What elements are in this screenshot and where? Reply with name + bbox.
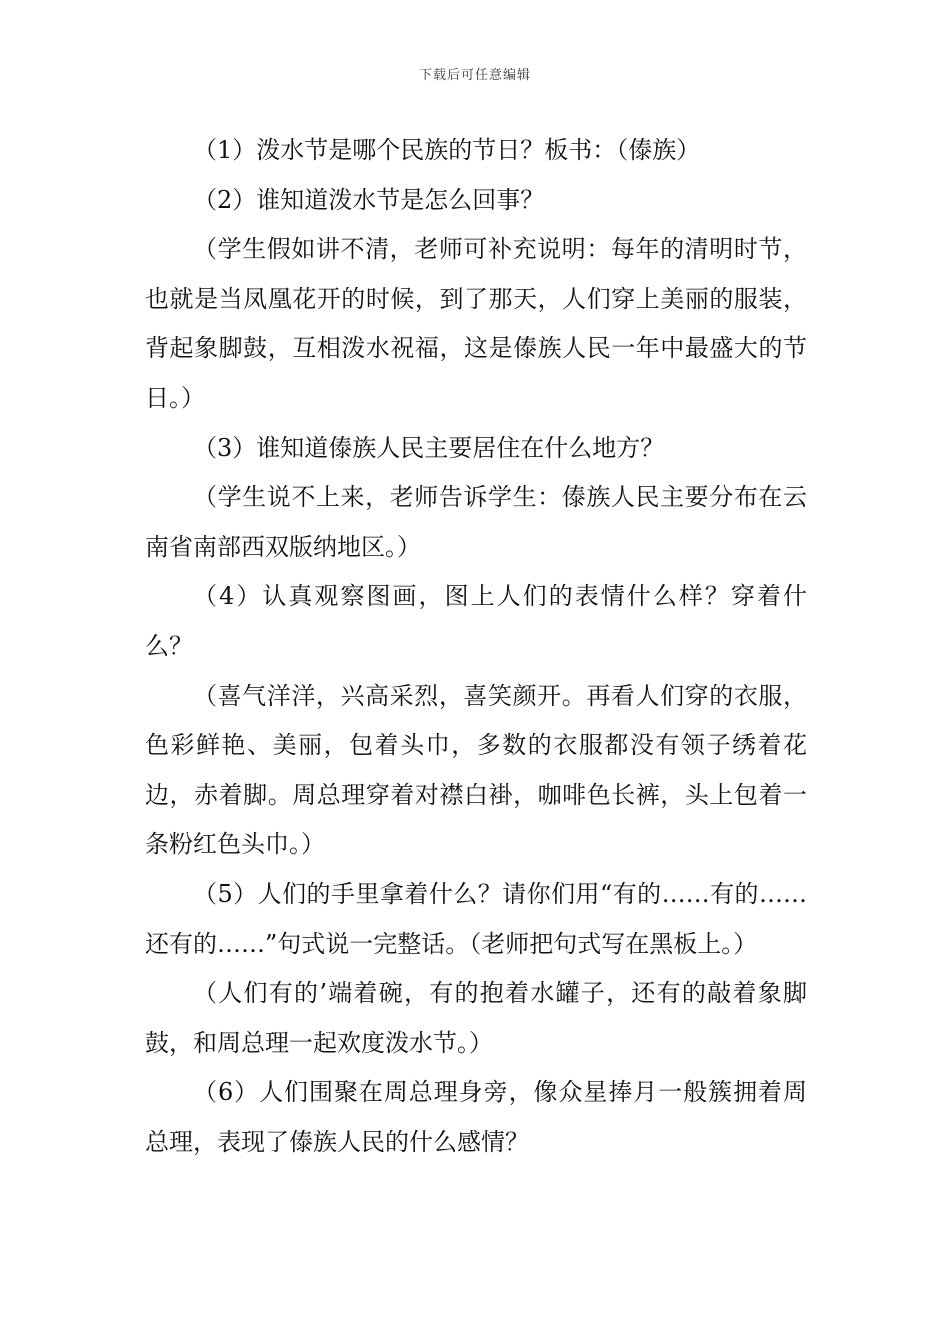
- answer-3: （学生说不上来，老师告诉学生：傣族人民主要分布在云南省南部西双版纳地区。）: [145, 483, 807, 561]
- question-1: （1）泼水节是哪个民族的节日？板书：（傣族）: [193, 136, 701, 164]
- answer-4: （喜气洋洋，兴高采烈，喜笑颜开。再看人们穿的衣服，色彩鲜艳、美丽，包着头巾，多数的衣服都没有领子绣着花边，赤着脚。周总理穿着对襟白褂，咖啡色长裤，头上包着一条粉红色头巾。）: [145, 681, 807, 859]
- document-body: [145, 126, 807, 1167]
- question-3: （3）谁知道傣族人民主要居住在什么地方？: [193, 433, 665, 462]
- question-4: （4）认真观察图画，图上人们的表情什么样？穿着什么？: [145, 582, 807, 660]
- question-5: （5）人们的手里拿着什么？请你们用“有的……有的……还有的……”句式说一完整话。（老师把句式写在黑板上。）: [145, 879, 807, 958]
- page-header: 下载后可任意编辑: [418, 68, 531, 83]
- question-6: （6）人们围聚在周总理身旁，像众星捧月一般簇拥着周总理，表现了傣族人民的什么感情？: [145, 1078, 807, 1156]
- answer-2: （学生假如讲不清，老师可补充说明：每年的清明时节，也就是当凤凰花开的时候，到了那天，人们穿上美丽的服装，背起象脚鼓，互相泼水祝福，这是傣族人民一年中最盛大的节日。）: [145, 235, 807, 412]
- question-2: （2）谁知道泼水节是怎么回事？: [193, 185, 545, 214]
- answer-5: （人们有的’端着碗，有的抱着水罐子，还有的敲着象脚鼓，和周总理一起欢度泼水节。）: [145, 979, 807, 1057]
